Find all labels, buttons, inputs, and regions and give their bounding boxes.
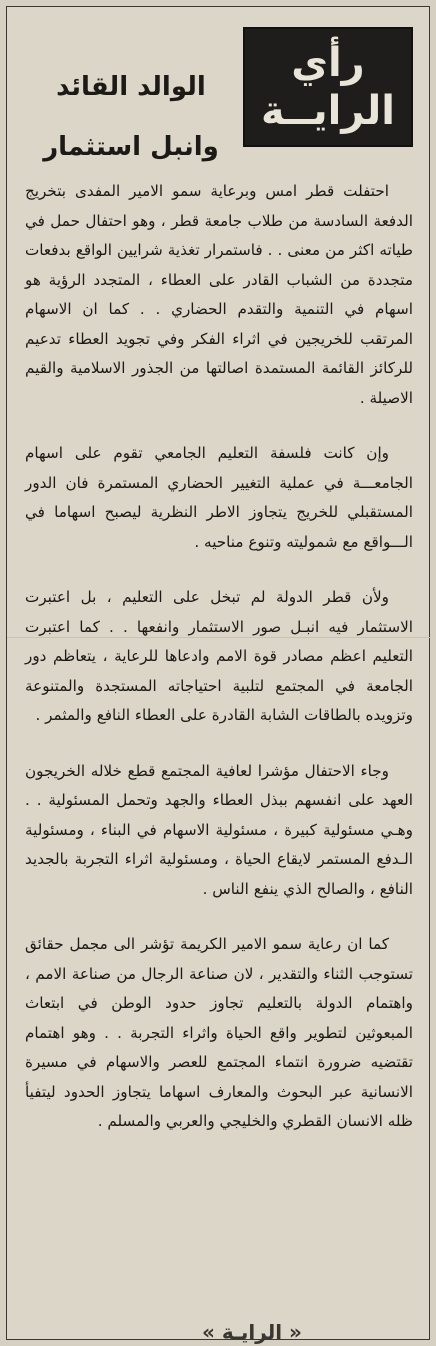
paragraph: ولأن قطر الدولة لم تبخل على التعليم ، بل اعتبرت الاستثمار فيه انبـل صور الاستثمار وانفعها . . كما اعتبرت التعليم اعظم مصادر قوة الامم وادعاها للرعاية ، يتعاظم دور الجامعة في المجتمع لتلبية احتياجاته المستجدة والمتنوعة وتزويده بالطاقات الشابة القادرة على العطاء النافع والمثمر . <box>25 588 413 724</box>
paragraph: احتفلت قطر امس وبرعاية سمو الامير المفدى بتخريج الدفعة السادسة من طلاب جامعة قطر ، وهو احتفال حمل في طياته اكثر من معنى . . فاستمرار تغذية شرايين الواقع بدفعات متجددة من الشباب القادر على العطاء ، المتجدد الرؤية هو اسهام في التنمية والتقدم الحضاري . . كما ان الاسهام المرتقب للخريجين في اثراء الفكر وفي تجويد العطاء تدعيم للركائز القائمة المستمدة اصالتها من الجذور الاسلامية والقيم الاصيلة . <box>25 182 413 407</box>
article-header <box>7 7 431 167</box>
paragraph: وإن كانت فلسفة التعليم الجامعي تقوم على اسهام الجامعـــة في عملية التغيير الحضاري المستمرة فان الدور المستقبلي للخريج يتجاوز الاطر النظرية ليصبح اسهاما في الـــواقع مع شموليته وتنوع مناحيه . <box>25 444 413 551</box>
logo-line-2: الرايــة <box>261 88 395 134</box>
column-logo <box>243 27 413 147</box>
headline-line-1: الوالد القائد <box>56 72 206 102</box>
paragraph: وجاء الاحتفال مؤشرا لعافية المجتمع قطع خلاله الخريجون العهد على انفسهم ببذل العطاء والجهد وتحمل المسئولية . . وهـي مسئولية كبيرة ، مسئولية الاسهام في البناء ، ومسئولية الـدفع المستمر لايقاع الحياة ، ومسئولية اثراء التجربة بالجديد النافع ، والصالح الذي ينفع الناس . <box>25 761 413 898</box>
headline <box>31 57 231 177</box>
headline-line-2: وانبل استثمار <box>43 132 219 162</box>
logo-line-1: رأي <box>291 40 365 86</box>
signature: « الرايـة » <box>202 1320 302 1344</box>
article-page <box>6 6 430 1344</box>
article-body <box>25 177 413 1137</box>
paragraph: كما ان رعاية سمو الامير الكريمة تؤشر الى مجمل حقائق تستوجب الثناء والتقدير ، لان صناعة الرجال من صناعة الامم ، واهتمام الدولة بالتعليم تجاوز حدود الوطن في ابتعاث المبعوثين لتطوير واقع الحياة واثراء التجربة . . وهو اهتمام تقتضيه ضرورة انتماء المجتمع للعصر والاسهام في مسيرة الانسانية عبر البحوث والمعارف اسهاما يتجاوز الحدود ليتفيأ ظله الانسان القطري والخليجي والعربي والمسلم . <box>25 935 413 1130</box>
